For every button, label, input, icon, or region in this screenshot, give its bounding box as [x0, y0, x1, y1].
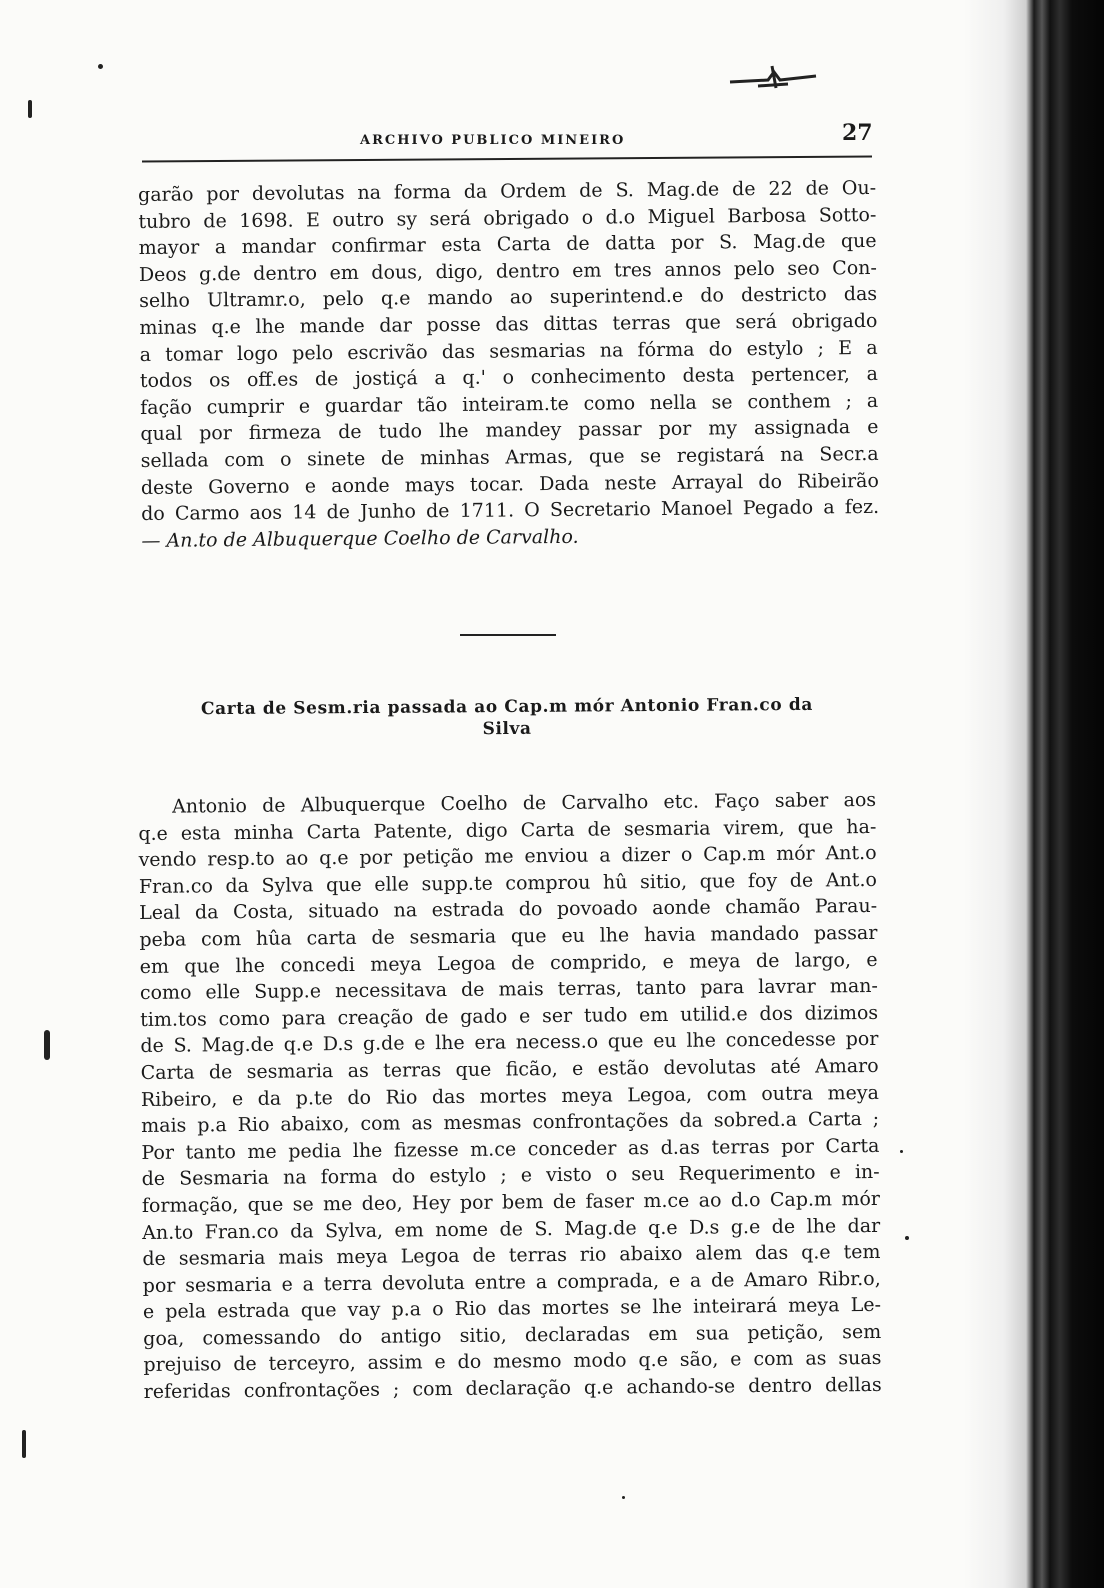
- scan-speck: [98, 64, 103, 69]
- text-line: de S. Mag.de q.e D.s g.de e lhe era necess.o que eu lhe concedesse por: [140, 1028, 879, 1058]
- text-line: peba com hûa carta de sesmaria que eu lhe havia mandado passar: [139, 921, 878, 951]
- text-line: como elle Supp.e necessitava de mais terras, tanto para lavrar man-: [139, 975, 878, 1005]
- scan-speck: [28, 100, 32, 118]
- signature-line: — An.to de Albuquerque Coelho de Carvalho.: [141, 525, 579, 552]
- text-line: Ribeiro, e da p.te do Rio das mortes meya Legoa, com outra meya: [140, 1081, 880, 1111]
- text-line: deste Governo e aonde mays tocar. Dada neste Arrayal do Ribeirão: [140, 469, 880, 499]
- text-line: mayor a mandar confirmar esta Carta de datta por S. Mag.de que: [138, 230, 877, 260]
- text-line: Deos g.de dentro em dous, digo, dentro em tres annos pelo seo Con-: [138, 256, 877, 286]
- text-line: prejuiso de terceyro, assim e do mesmo modo q.e são, e com as suas: [143, 1347, 882, 1377]
- section-divider: [460, 634, 556, 636]
- header-rule: [142, 155, 872, 162]
- text-line: Leal da Costa, situado na estrada do povoado aonde chamão Parau-: [139, 895, 878, 925]
- text-line: tubro de 1698. E outro sy será obrigado o d.o Miguel Barbosa Sotto-: [138, 203, 877, 233]
- text-line: do Carmo aos 14 de Junho de 1711. O Secretario Manoel Pegado a fez.: [141, 496, 880, 526]
- text-line: Por tanto me pedia lhe fizesse m.ce conceder as d.as terras por Carta: [141, 1134, 880, 1164]
- text-line: garão por devolutas na forma da Ordem de S. Mag.de de 22 de Ou-: [138, 176, 877, 206]
- text-line: tim.tos como para creação de gado e ser tudo em utilid.e dos dizimos: [140, 1001, 879, 1031]
- text-line: todos os off.es de jostiçá a q.' o conhecimento desta pertencer, a: [139, 363, 878, 393]
- section-heading: [138, 693, 876, 742]
- text-line: selho Ultramr.o, pelo q.e mando ao superintend.e do destricto das: [139, 283, 878, 313]
- text-line: a tomar logo pelo escrivão das sesmarias na fórma do estylo ; E a: [139, 336, 878, 366]
- text-line: fação cumprir e guardar tão inteiram.te como nella se conthem ; a: [140, 389, 879, 419]
- text-line: Fran.co da Sylva que elle supp.te comprou hû sitio, que foy de Ant.o: [138, 868, 877, 898]
- text-line: vendo resp.to ao q.e por petição me enviou a dizer o Cap.m mór Ant.o: [138, 842, 877, 872]
- text-line: formação, que se me deo, Hey por bem de faser m.ce ao d.o Cap.m mór: [141, 1187, 881, 1217]
- scan-speck: [622, 1496, 625, 1499]
- scan-speck: [900, 1150, 903, 1153]
- section2-body: [138, 787, 882, 1406]
- text-line: q.e esta minha Carta Patente, digo Carta de sesmaria virem, que ha-: [138, 815, 877, 845]
- scan-speck: [44, 1030, 50, 1060]
- scan-speck: [22, 1430, 26, 1458]
- section-heading-line: Silva: [482, 718, 532, 740]
- text-line: de Sesmaria na forma do estylo ; e visto o seu Requerimento e in-: [141, 1161, 880, 1191]
- text-line: sellada com o sinete de minhas Armas, que se registará na Secr.a: [140, 442, 879, 472]
- text-line: An.to Fran.co da Sylva, em nome de S. Mag.de q.e D.s g.e de lhe dar: [142, 1214, 881, 1244]
- text-line: goa, comessando do antigo sitio, declaradas em sua petição, sem: [143, 1320, 882, 1350]
- text-line: mais p.a Rio abaixo, com as mesmas confrontações da sobred.a Carta ;: [141, 1108, 880, 1138]
- scan-speck: [905, 1236, 909, 1240]
- text-line: em que lhe concedi meya Legoa de comprido, e meya de largo, e: [139, 948, 878, 978]
- text-line: minas q.e lhe mande dar posse das dittas terras que será obrigado: [139, 309, 878, 339]
- page-number: 27: [842, 120, 873, 146]
- text-line: de sesmaria mais meya Legoa de terras rio abaixo alem das q.e tem: [142, 1240, 881, 1271]
- running-header-title: ARCHIVO PUBLICO MINEIRO: [360, 133, 626, 148]
- book-binding-shadow: [964, 0, 1104, 1588]
- text-line: Carta de sesmaria as terras que ficão, e estão devolutas até Amaro: [140, 1054, 879, 1084]
- text-line: Antonio de Albuquerque Coelho de Carvalho etc. Faço saber aos: [172, 788, 877, 818]
- text-line: por sesmaria e a terra devoluta entre a comprada, e a de Amaro Ribr.o,: [142, 1267, 881, 1297]
- text-line: qual por firmeza de tudo lhe mandey passar por my assignada e: [140, 416, 879, 446]
- text-line: referidas confrontações ; com declaração q.e achando-se dentro dellas: [143, 1373, 882, 1404]
- section-heading-line: Carta de Sesm.ria passada ao Cap.m mór Antonio Fran.co da: [200, 694, 813, 720]
- text-line: e pela estrada que vay p.a o Rio das mortes se lhe inteirará meya Le-: [142, 1294, 882, 1324]
- section1-body: [138, 175, 880, 554]
- printer-ornament-icon: [728, 58, 818, 98]
